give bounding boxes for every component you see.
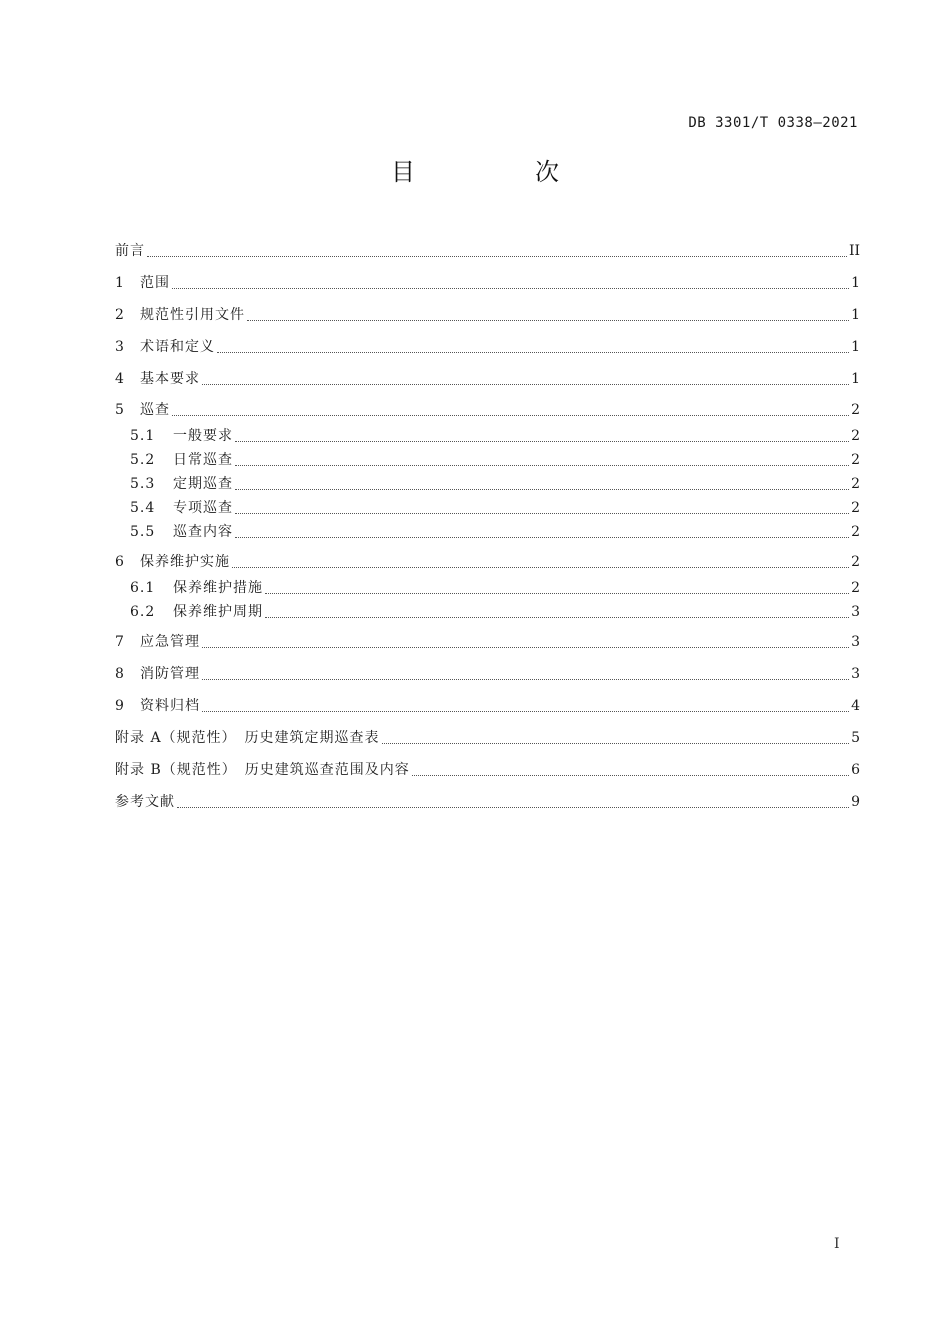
toc-entry-number: 3 [115, 339, 124, 355]
toc-entry[interactable] [130, 473, 860, 495]
toc-dot-leader [202, 383, 849, 385]
toc-dot-leader [172, 414, 849, 416]
toc-entry[interactable] [115, 399, 860, 421]
toc-dot-leader [202, 646, 849, 648]
toc-dot-leader [232, 566, 849, 568]
toc-entry-number: 6.2 [130, 604, 156, 620]
toc-entry-page: II [848, 243, 860, 259]
toc-entry-number: 1 [115, 275, 124, 291]
toc-entry-page: 2 [851, 428, 860, 444]
toc-entry-page: 1 [851, 275, 860, 291]
toc-dot-leader [235, 440, 849, 442]
toc-entry-number: 5.3 [130, 476, 156, 492]
toc-entry-page: 3 [851, 634, 860, 650]
toc-dot-leader [412, 774, 849, 776]
toc-dot-leader [235, 512, 849, 514]
toc-entry-page: 4 [851, 698, 860, 714]
toc-entry-label: 前言 [115, 243, 145, 259]
toc-entry-number: 6.1 [130, 580, 156, 596]
toc-entry[interactable] [115, 631, 860, 653]
toc-dot-leader [265, 592, 849, 594]
toc-entry-number: 5.4 [130, 500, 156, 516]
toc-dot-leader [265, 616, 849, 618]
toc-entry-page: 3 [851, 604, 860, 620]
toc-entry[interactable] [130, 601, 860, 623]
toc-dot-leader [217, 351, 849, 353]
toc-entry[interactable] [130, 497, 860, 519]
toc-entry[interactable] [115, 368, 860, 390]
toc-entry-page: 1 [851, 371, 860, 387]
toc-entry-page: 2 [851, 524, 860, 540]
toc-entry-number: 8 [115, 666, 124, 682]
document-code: DB 3301/T 0338—2021 [688, 115, 858, 131]
toc-entry-number: 5 [115, 402, 124, 418]
toc-entry-page: 3 [851, 666, 860, 682]
toc-entry-label: 术语和定义 [140, 339, 215, 355]
toc-entry-label: 日常巡查 [173, 452, 233, 468]
toc-entry-label: 附录 A（规范性） 历史建筑定期巡查表 [115, 730, 380, 746]
toc-entry-page: 5 [851, 730, 860, 746]
toc-entry[interactable] [115, 663, 860, 685]
toc-dot-leader [247, 319, 849, 321]
toc-entry-page: 2 [851, 476, 860, 492]
toc-entry-number: 6 [115, 554, 124, 570]
toc-entry-number: 2 [115, 307, 124, 323]
toc-entry-label: 专项巡查 [173, 500, 233, 516]
toc-entry-label: 资料归档 [140, 698, 200, 714]
toc-dot-leader [235, 536, 849, 538]
toc-dot-leader [202, 710, 849, 712]
page-title: 目 次 [391, 158, 607, 186]
toc-dot-leader [147, 255, 847, 257]
toc-dot-leader [177, 806, 849, 808]
toc-dot-leader [172, 287, 849, 289]
toc-entry-label: 参考文献 [115, 794, 175, 810]
toc-dot-leader [382, 742, 850, 744]
toc-entry-label: 一般要求 [173, 428, 233, 444]
toc-entry[interactable] [130, 449, 860, 471]
toc-entry-label: 消防管理 [140, 666, 200, 682]
toc-entry-number: 5.5 [130, 524, 156, 540]
toc-entry[interactable] [115, 551, 860, 573]
toc-entry-label: 范围 [140, 275, 170, 291]
toc-entry-label: 基本要求 [140, 371, 200, 387]
toc-entry[interactable] [115, 791, 860, 813]
toc-entry-page: 2 [851, 554, 860, 570]
toc-entry-label: 应急管理 [140, 634, 200, 650]
toc-entry[interactable] [115, 272, 860, 294]
toc-entry[interactable] [130, 425, 860, 447]
toc-entry-number: 5.1 [130, 428, 156, 444]
toc-entry[interactable] [130, 577, 860, 599]
toc-entry-page: 1 [851, 307, 860, 323]
toc-entry-label: 规范性引用文件 [140, 307, 245, 323]
toc-entry-number: 4 [115, 371, 124, 387]
toc-entry-label: 保养维护措施 [173, 580, 263, 596]
toc-entry-page: 2 [851, 580, 860, 596]
toc-entry[interactable] [130, 521, 860, 543]
toc-entry[interactable] [115, 695, 860, 717]
toc-entry[interactable] [115, 240, 860, 262]
toc-entry[interactable] [115, 336, 860, 358]
toc-entry-page: 2 [851, 402, 860, 418]
toc-entry-number: 5.2 [130, 452, 156, 468]
toc-entry-page: 2 [851, 452, 860, 468]
page-number: I [834, 1236, 840, 1252]
toc-dot-leader [235, 464, 849, 466]
toc-entry-label: 附录 B（规范性） 历史建筑巡查范围及内容 [115, 762, 410, 778]
toc-entry-page: 9 [851, 794, 860, 810]
toc-dot-leader [202, 678, 849, 680]
toc-entry[interactable] [115, 759, 860, 781]
toc-entry-page: 6 [851, 762, 860, 778]
toc-entry-page: 1 [851, 339, 860, 355]
toc-entry-number: 9 [115, 698, 124, 714]
toc-entry-number: 7 [115, 634, 124, 650]
toc-entry-label: 定期巡查 [173, 476, 233, 492]
toc-entry-label: 保养维护周期 [173, 604, 263, 620]
toc-dot-leader [235, 488, 849, 490]
toc-entry-label: 巡查 [140, 402, 170, 418]
toc-entry-page: 2 [851, 500, 860, 516]
toc-entry[interactable] [115, 727, 860, 749]
toc-entry-label: 巡查内容 [173, 524, 233, 540]
toc-entry-label: 保养维护实施 [140, 554, 230, 570]
toc-entry[interactable] [115, 304, 860, 326]
